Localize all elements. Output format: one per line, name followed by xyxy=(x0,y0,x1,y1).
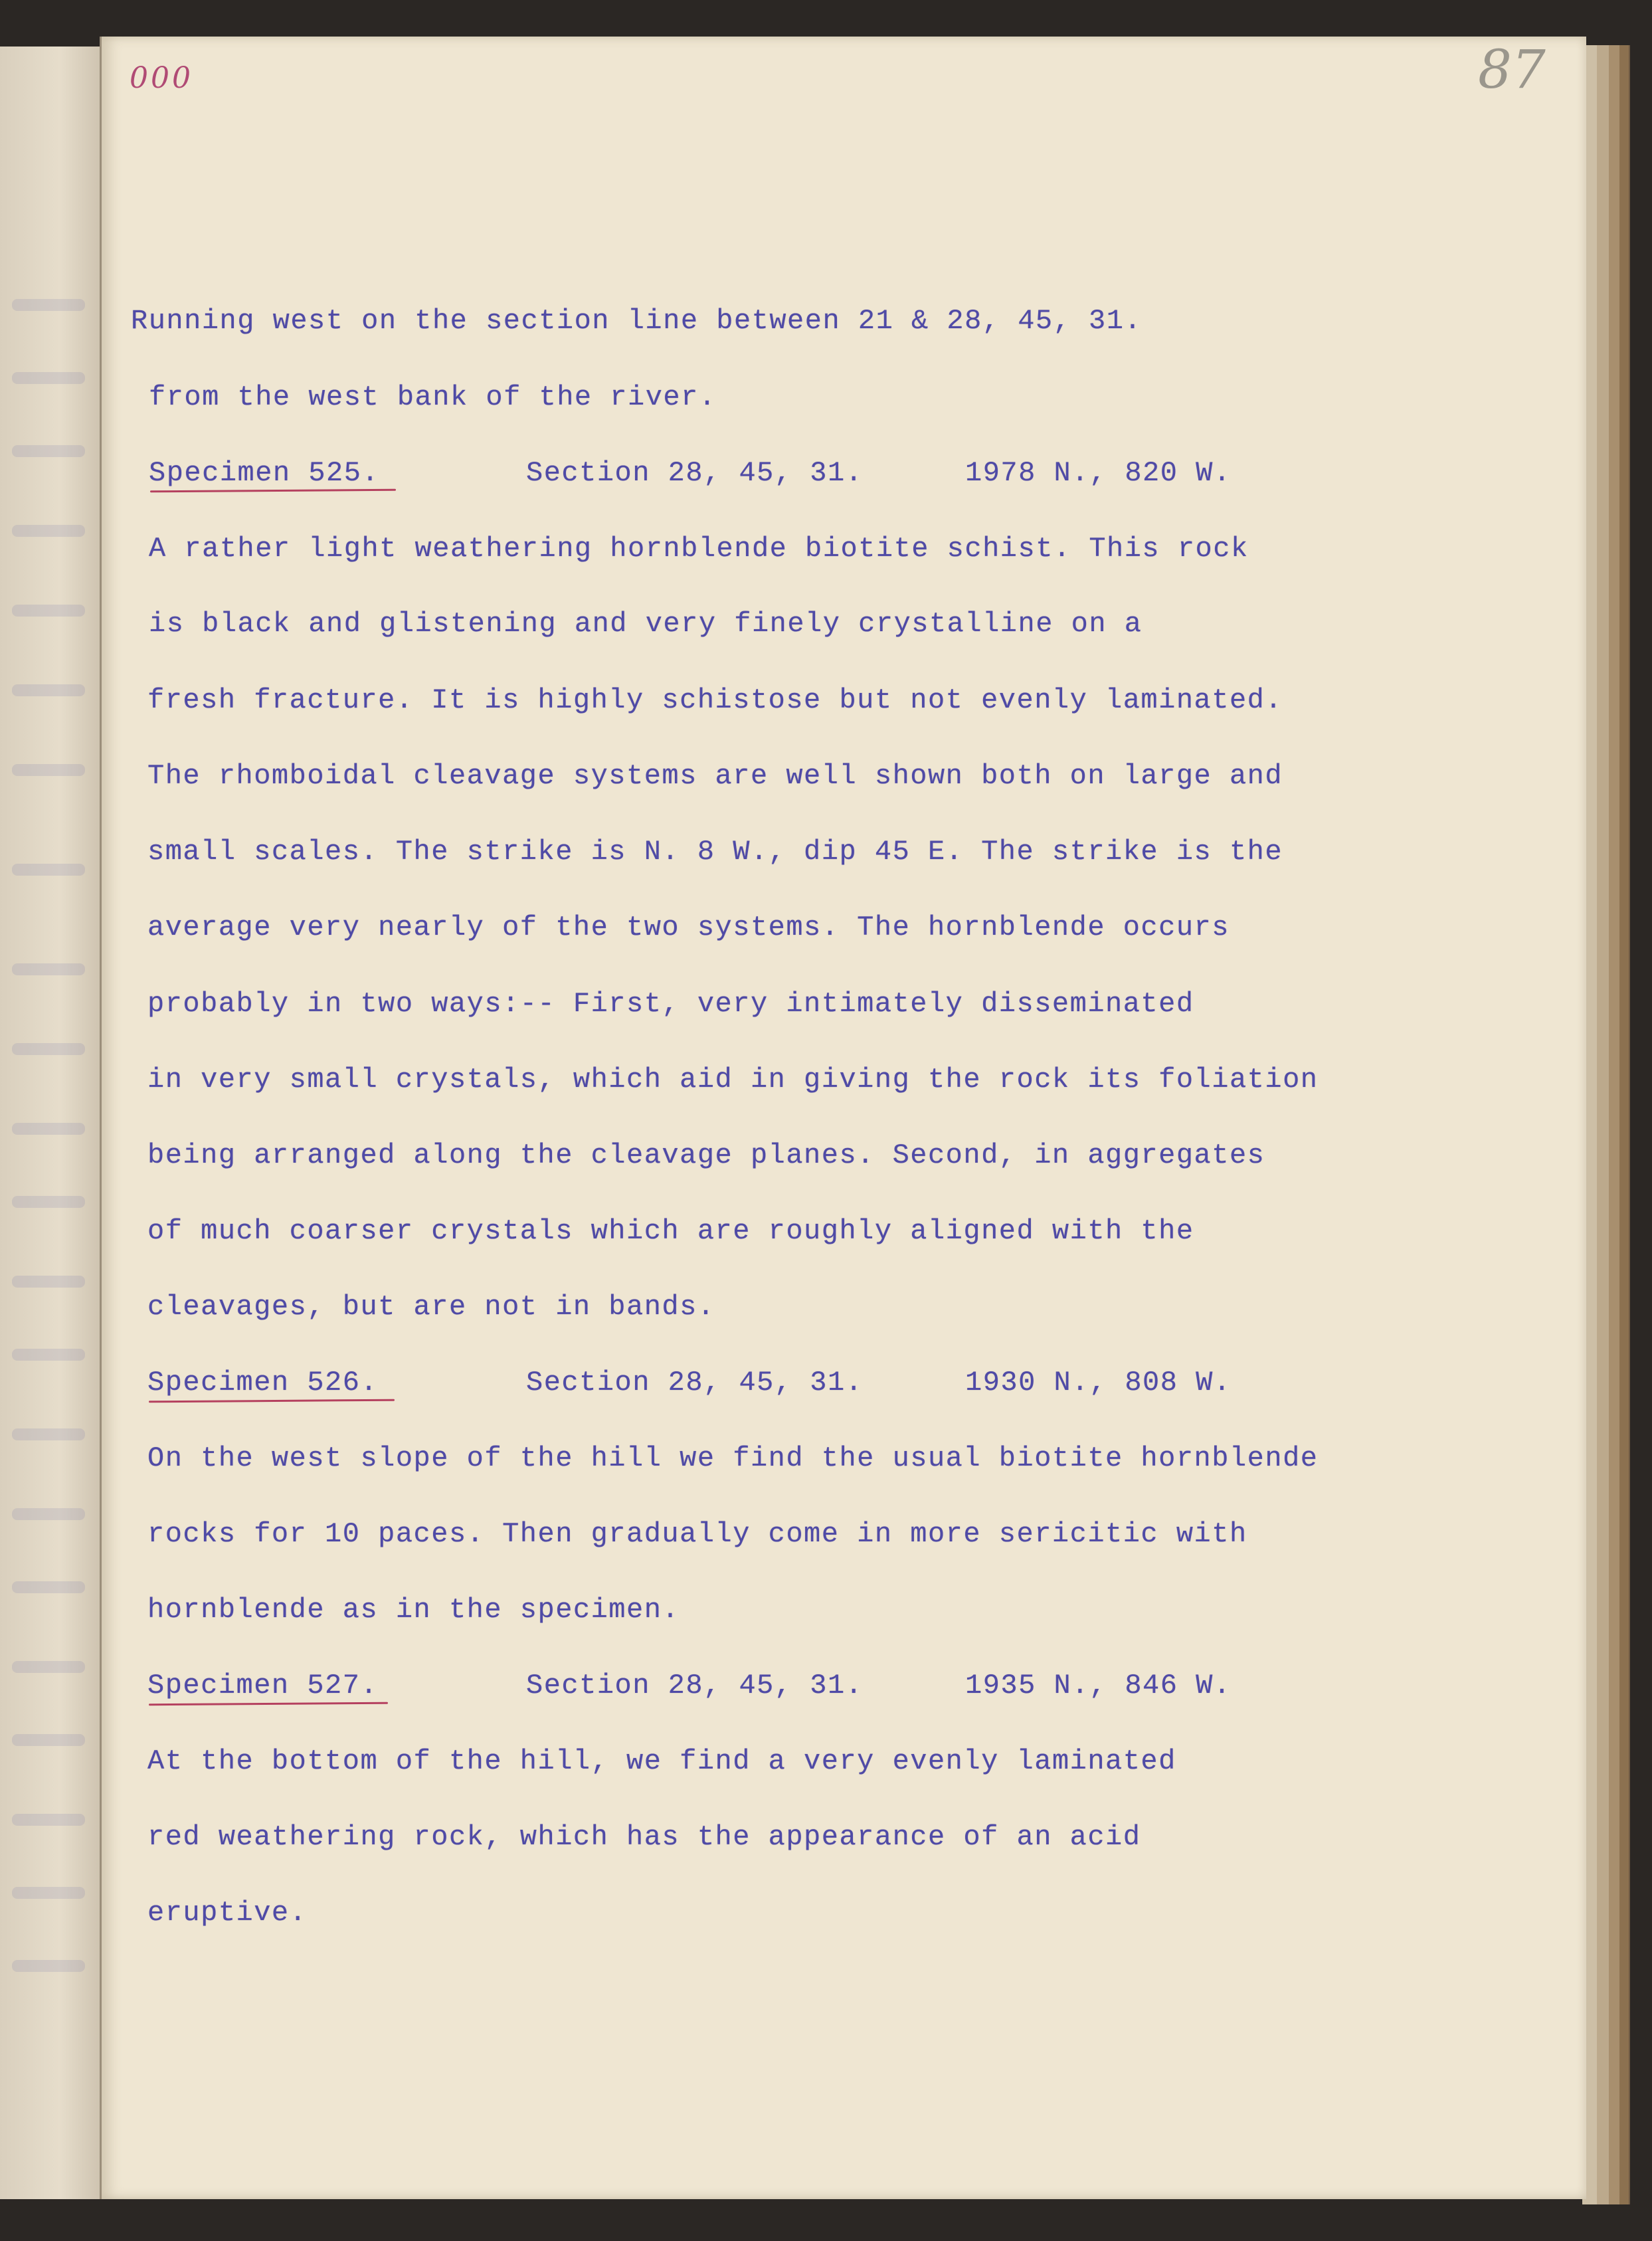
specimen-coords: 1978 N., 820 W. xyxy=(965,457,1232,489)
text-line: fresh fracture. It is highly schistose but not evenly laminated. xyxy=(147,684,1283,716)
text-line: rocks for 10 paces. Then gradually come in more sericitic with xyxy=(147,1518,1247,1550)
specimen-label: Specimen 527. xyxy=(147,1670,379,1702)
text-line: eruptive. xyxy=(147,1897,308,1929)
text-line: The rhomboidal cleavage systems are well shown both on large and xyxy=(147,760,1283,792)
text-line: probably in two ways:-- First, very intimately disseminated xyxy=(147,988,1194,1020)
page-stack-edge xyxy=(1619,45,1630,2204)
text-line: A rather light weathering hornblende biotite schist. This rock xyxy=(149,533,1249,565)
text-line: being arranged along the cleavage planes. Second, in aggregates xyxy=(147,1139,1265,1171)
specimen-section: Section 28, 45, 31. xyxy=(526,1367,864,1399)
text-line: hornblende as in the specimen. xyxy=(147,1594,680,1626)
specimen-section: Section 28, 45, 31. xyxy=(526,1670,864,1702)
text-line: from the west bank of the river. xyxy=(149,381,717,413)
text-line: average very nearly of the two systems. The hornblende occurs xyxy=(147,912,1230,943)
facing-page-edge xyxy=(0,47,101,2199)
page-stack-edge xyxy=(1597,45,1610,2204)
specimen-coords: 1930 N., 808 W. xyxy=(965,1367,1232,1399)
text-line: At the bottom of the hill, we find a very evenly laminated xyxy=(147,1745,1176,1777)
text-line: is black and glistening and very finely crystalline on a xyxy=(149,608,1143,640)
specimen-label: Specimen 525. xyxy=(149,457,380,489)
text-line: On the west slope of the hill we find the usual biotite hornblende xyxy=(147,1442,1319,1474)
specimen-coords: 1935 N., 846 W. xyxy=(965,1670,1232,1702)
text-line: Running west on the section line between 21 & 28, 45, 31. xyxy=(131,305,1143,337)
text-line: red weathering rock, which has the appearance of an acid xyxy=(147,1821,1141,1853)
text-line: small scales. The strike is N. 8 W., dip 45 E. The strike is the xyxy=(147,836,1283,868)
text-line: in very small crystals, which aid in giving the rock its foliation xyxy=(147,1064,1319,1096)
page-number: 87 xyxy=(1478,39,1546,100)
specimen-label: Specimen 526. xyxy=(147,1367,379,1399)
typed-page xyxy=(100,37,1586,2199)
text-line: of much coarser crystals which are roughly aligned with the xyxy=(147,1215,1194,1247)
corner-mark: 000 xyxy=(130,61,193,95)
specimen-section: Section 28, 45, 31. xyxy=(526,457,864,489)
text-line: cleavages, but are not in bands. xyxy=(147,1291,715,1323)
